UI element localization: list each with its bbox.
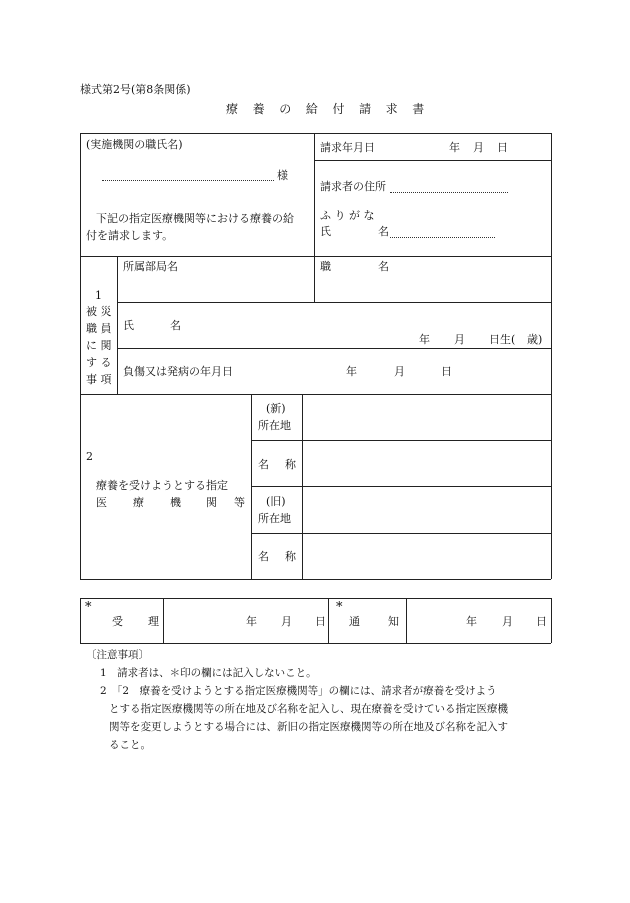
requester-name-label-1: 氏 (320, 225, 331, 238)
old-location-field[interactable] (303, 487, 550, 532)
old-mark: (旧) (266, 495, 286, 508)
request-year-label: 年 (449, 141, 460, 154)
section2-label-line1: 療養を受けようとする指定 (96, 479, 228, 492)
birth-suffix-label: 日生( (489, 333, 516, 346)
address-line[interactable] (390, 192, 508, 193)
old-name-field[interactable] (303, 534, 550, 578)
section2-label-char: 医 (96, 496, 107, 509)
employee-name-label-1: 氏 (123, 319, 134, 332)
section1-number: 1 (95, 289, 102, 302)
section2-label-char: 関 (206, 496, 217, 509)
old-name-label-1: 名 (258, 550, 269, 563)
notice-day-label: 日 (536, 615, 547, 628)
received-label-2: 理 (148, 615, 159, 628)
birth-year-label: 年 (419, 333, 430, 346)
received-month-label: 月 (281, 615, 292, 628)
received-label-1: 受 (112, 615, 123, 628)
notice-year-label: 年 (466, 615, 477, 628)
section2-label-char: 療 (133, 496, 144, 509)
new-name-label-2: 称 (285, 458, 296, 471)
request-text-line2: 付を請求します。 (86, 229, 174, 242)
request-text-line1: 下記の指定医療機関等における療養の給 (96, 212, 294, 225)
new-name-field[interactable] (303, 441, 550, 485)
note-item: ること。 (109, 739, 151, 751)
new-location-label: 所在地 (258, 419, 291, 432)
job-label-1: 職 (320, 260, 331, 273)
notes-heading: 〔注意事項〕 (86, 649, 149, 661)
employee-name-label-2: 名 (170, 319, 181, 332)
notice-asterisk: * (336, 600, 343, 615)
dept-label: 所属部局名 (123, 260, 178, 273)
birth-month-label: 月 (454, 333, 465, 346)
receipt-asterisk: * (85, 600, 92, 615)
form-title: 療 養 の 給 付 請 求 書 (226, 102, 430, 116)
section2-label-char: 機 (170, 496, 181, 509)
job-label-2: 名 (378, 260, 389, 273)
furigana-label: ふ り が な (320, 209, 375, 222)
injury-month-label: 月 (394, 365, 405, 378)
section2-number: 2 (86, 450, 93, 463)
note-item: 2 「2 療養を受けようとする指定医療機関等」の欄には、請求者が療養を受けよう (100, 685, 497, 697)
section2-label-char: 等 (234, 496, 245, 509)
old-location-label: 所在地 (258, 512, 291, 525)
agency-head-label: (実施機関の職氏名) (86, 138, 183, 151)
address-label: 請求者の住所 (320, 180, 386, 193)
side-label-line: に 関 (86, 339, 112, 352)
new-location-field[interactable] (303, 395, 550, 439)
request-month-label: 月 (473, 141, 484, 154)
request-date-label: 請求年月日 (320, 141, 375, 154)
note-item: とする指定医療機関等の所在地及び名称を記入し、現在療養を受けている指定医療機 (109, 703, 508, 715)
new-name-label-1: 名 (258, 458, 269, 471)
notice-label-2: 知 (388, 615, 399, 628)
new-mark: (新) (266, 402, 286, 415)
age-suffix-label: 歳) (527, 333, 543, 346)
form-number: 様式第2号(第8条関係) (80, 83, 191, 96)
injury-date-label: 負傷又は発病の年月日 (123, 365, 233, 378)
note-item: 1 請求者は、＊印の欄には記入しないこと。 (100, 667, 317, 679)
request-day-label: 日 (497, 141, 508, 154)
side-label-line: 被 災 (86, 305, 112, 318)
side-label-line: 職 員 (86, 322, 112, 335)
note-item: 関等を変更しようとする場合には、新旧の指定医療機関等の所在地及び名称を記入す (109, 721, 508, 733)
injury-day-label: 日 (441, 365, 452, 378)
old-name-label-2: 称 (285, 550, 296, 563)
injury-year-label: 年 (346, 365, 357, 378)
notice-month-label: 月 (502, 615, 513, 628)
requester-name-label-2: 名 (378, 225, 389, 238)
side-label-line: す る (86, 356, 112, 369)
sama-honorific: 様 (277, 169, 288, 182)
agency-head-line[interactable] (102, 180, 274, 181)
received-day-label: 日 (315, 615, 326, 628)
received-year-label: 年 (246, 615, 257, 628)
requester-name-line[interactable] (390, 237, 495, 238)
notice-label-1: 通 (349, 615, 360, 628)
side-label-line: 事 項 (86, 373, 112, 386)
